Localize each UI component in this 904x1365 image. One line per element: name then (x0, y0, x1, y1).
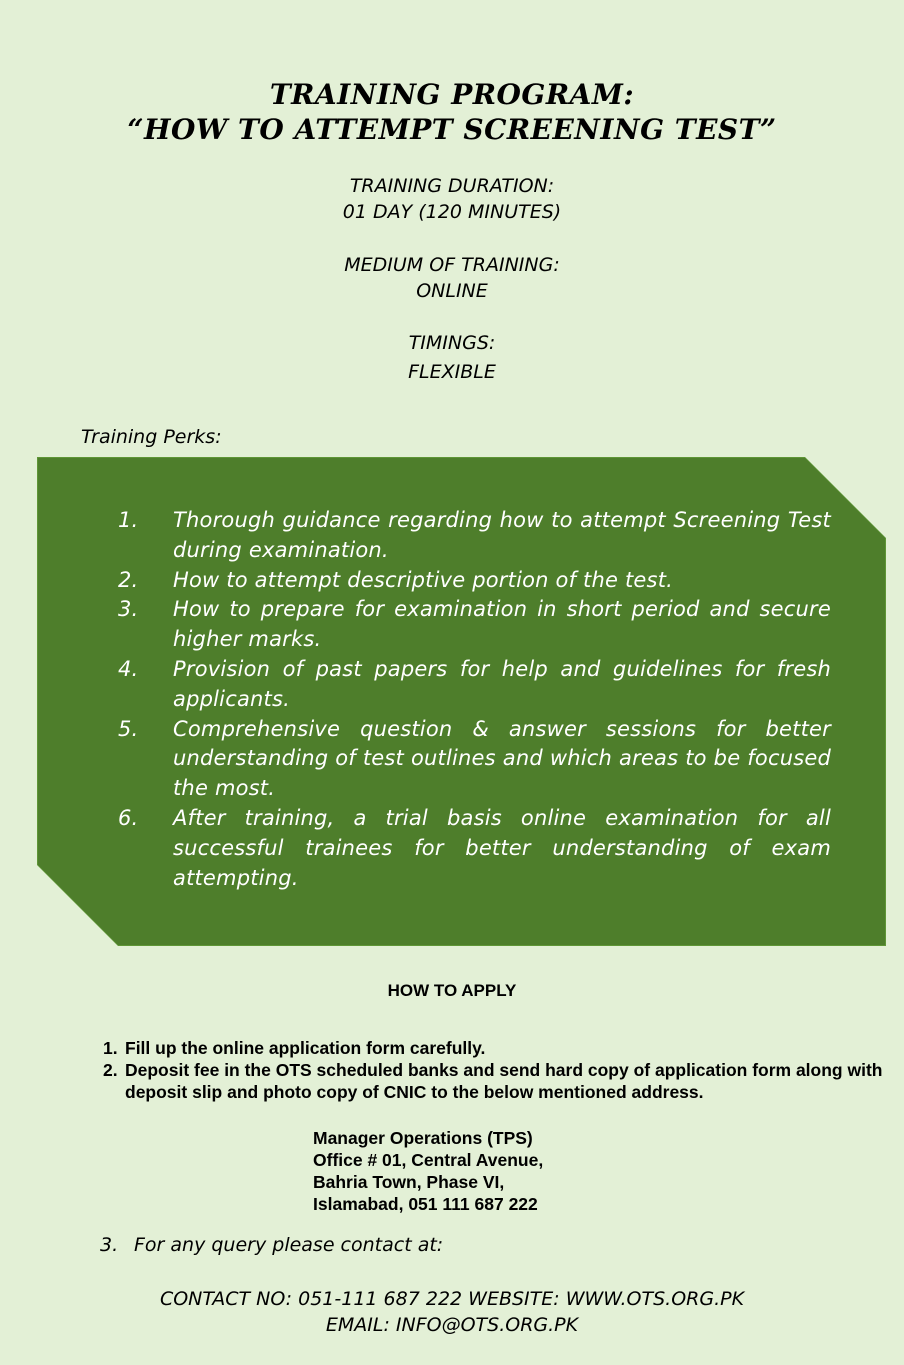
perk-text: How to prepare for examination in short period and secure higher marks. (173, 597, 831, 652)
query-number: 3. (100, 1234, 119, 1256)
contact-email: EMAIL: INFO@OTS.ORG.PK (325, 1314, 579, 1336)
perks-label: Training Perks: (81, 426, 222, 448)
timings-value: FLEXIBLE (408, 361, 496, 383)
perk-number: 4. (118, 656, 139, 681)
step-text: Fill up the online application form carefully. (125, 1038, 486, 1058)
program-title-line1: TRAINING PROGRAM: (269, 78, 635, 111)
timings-block (0, 330, 904, 385)
perk-item (118, 655, 831, 715)
step-text: Deposit fee in the OTS scheduled banks and send hard copy of application form along with deposit slip and photo copy of CNIC to the below mentioned address. (125, 1060, 883, 1102)
query-text: For any query please contact at: (134, 1234, 444, 1256)
address-line: Office # 01, Central Avenue, (313, 1150, 544, 1170)
apply-step (103, 1059, 883, 1103)
perk-number: 2. (118, 567, 139, 592)
perk-number: 1. (118, 508, 139, 532)
perk-text: Thorough guidance regarding how to attempt Screening Test during examination. (173, 508, 831, 562)
apply-steps (103, 1037, 883, 1103)
perk-item (118, 804, 831, 893)
duration-value: 01 DAY (120 MINUTES) (342, 201, 562, 223)
perk-text: How to attempt descriptive portion of the test. (173, 567, 673, 592)
medium-value: ONLINE (416, 280, 488, 302)
contact-block (0, 1286, 904, 1338)
duration-block (0, 173, 904, 225)
perks-list (118, 506, 831, 893)
medium-block (0, 252, 904, 304)
program-title-line2: “HOW TO ATTEMPT SCREENING TEST” (127, 113, 777, 146)
step-number: 2. (103, 1060, 118, 1080)
how-to-apply-heading: HOW TO APPLY (387, 981, 517, 1000)
medium-label: MEDIUM OF TRAINING: (344, 254, 560, 276)
perk-number: 3. (118, 597, 139, 622)
mailing-address (313, 1127, 543, 1215)
perk-number: 5. (118, 716, 139, 741)
address-line: Bahria Town, Phase VI, (313, 1172, 505, 1192)
perk-item (118, 506, 831, 566)
apply-step (103, 1037, 883, 1059)
perk-text: After training, a trial basis online examination for all successful trainees for better understanding of exam attempting. (173, 805, 831, 890)
perk-item (118, 566, 831, 596)
query-line (100, 1234, 443, 1256)
address-line: Islamabad, 051 111 687 222 (313, 1194, 538, 1214)
contact-phone-website: CONTACT NO: 051-111 687 222 WEBSITE: WWW.OTS.ORG.PK (159, 1288, 745, 1310)
perk-text: Comprehensive question & answer sessions for better understanding of test outlines and which areas to be focused the most. (173, 716, 831, 801)
duration-label: TRAINING DURATION: (349, 175, 555, 197)
step-number: 1. (103, 1038, 118, 1058)
perk-text: Provision of past papers for help and guidelines for fresh applicants. (173, 656, 831, 711)
perk-item (118, 595, 831, 655)
perk-number: 6. (118, 805, 139, 830)
timings-label: TIMINGS: (408, 332, 496, 354)
perk-item (118, 715, 831, 804)
address-line: Manager Operations (TPS) (313, 1128, 533, 1148)
